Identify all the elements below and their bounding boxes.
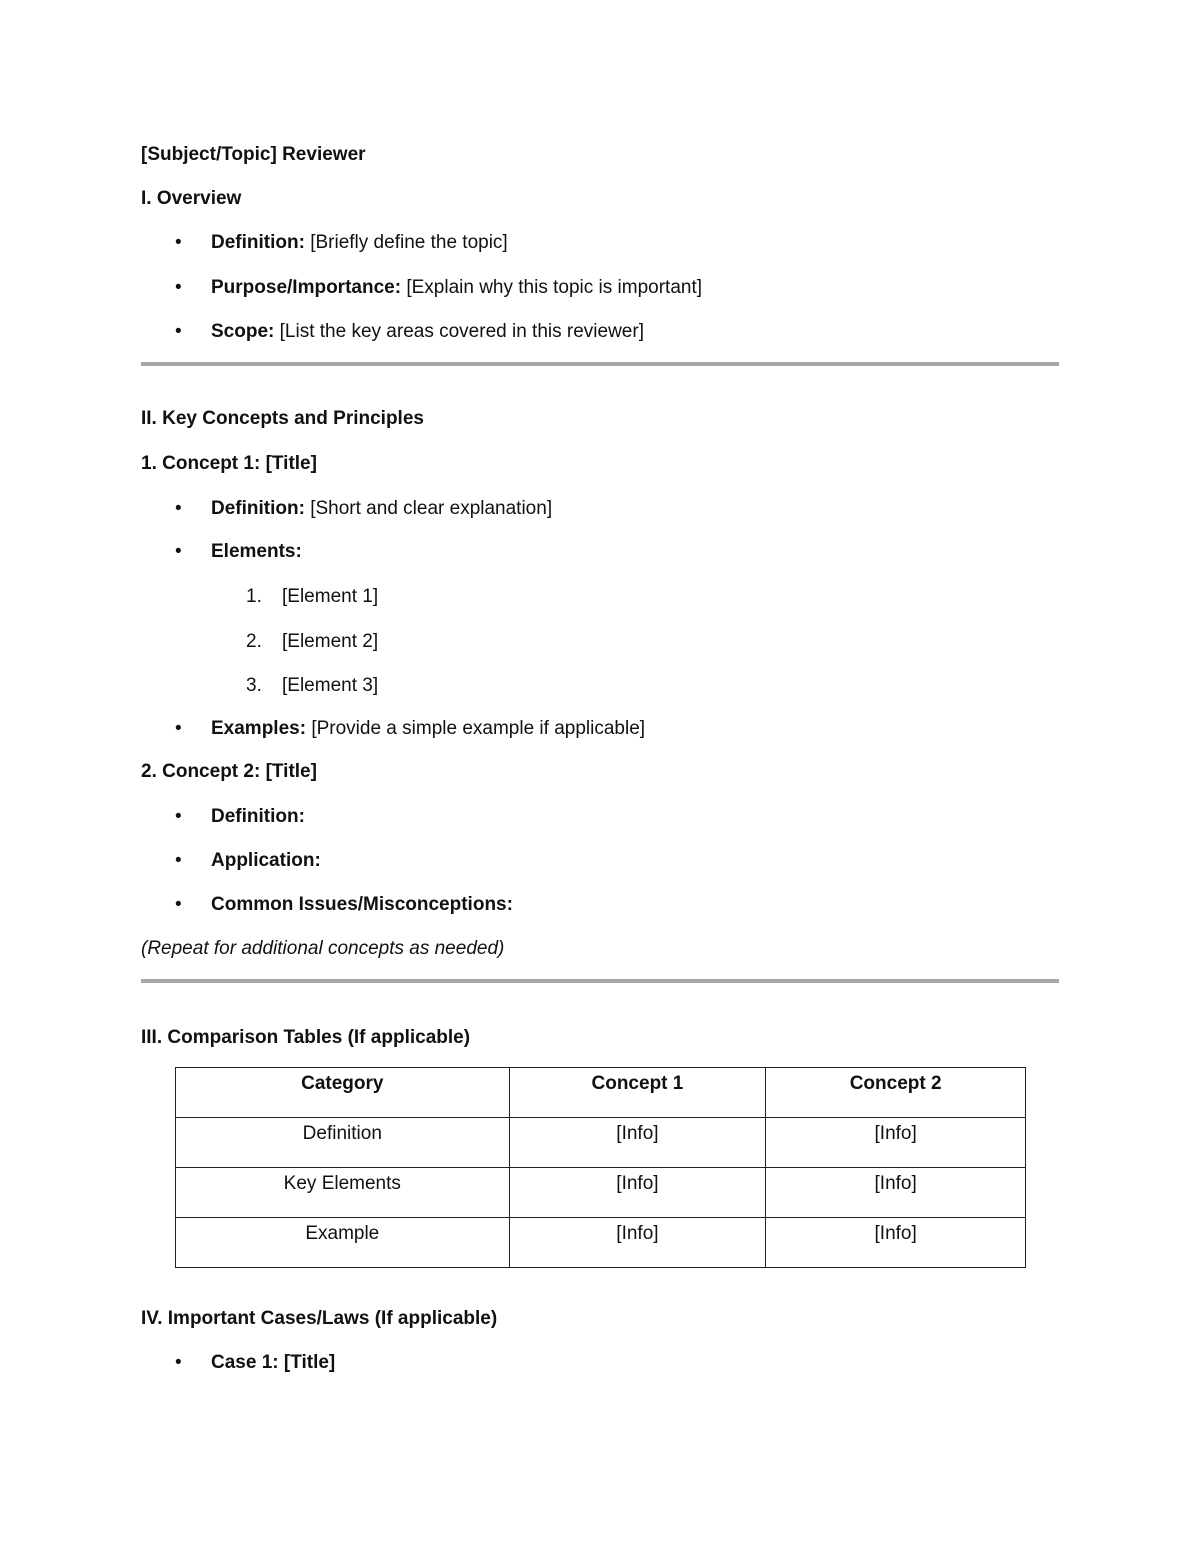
bullet-icon: • bbox=[175, 277, 182, 298]
item-label: Scope: bbox=[211, 321, 275, 342]
bullet-icon: • bbox=[175, 498, 182, 519]
section-2-heading: II. Key Concepts and Principles bbox=[141, 408, 424, 429]
section-1-heading: I. Overview bbox=[141, 188, 242, 209]
table-cell: [Info] bbox=[509, 1218, 766, 1268]
item-text: [Short and clear explanation] bbox=[304, 498, 553, 519]
element-number: 3. bbox=[246, 675, 262, 696]
bullet-icon: • bbox=[175, 894, 182, 915]
overview-definition bbox=[211, 231, 508, 255]
document-title: [Subject/Topic] Reviewer bbox=[141, 144, 366, 165]
item-text: [List the key areas covered in this reviewer] bbox=[274, 321, 644, 342]
item-label: Purpose/Importance: bbox=[211, 277, 402, 298]
table-row bbox=[176, 1118, 1026, 1168]
bullet-icon: • bbox=[175, 718, 182, 739]
table-header-cell: Concept 1 bbox=[509, 1068, 766, 1118]
section-3-heading: III. Comparison Tables (If applicable) bbox=[141, 1027, 471, 1048]
repeat-note: (Repeat for additional concepts as needed) bbox=[141, 938, 505, 959]
overview-purpose bbox=[211, 276, 702, 300]
item-label: Definition: bbox=[211, 498, 305, 519]
element-number: 2. bbox=[246, 631, 262, 652]
concept-1-examples bbox=[211, 717, 645, 741]
item-label: Examples: bbox=[211, 718, 307, 739]
table-cell: Key Elements bbox=[176, 1168, 510, 1218]
item-text: [Provide a simple example if applicable] bbox=[306, 718, 646, 739]
table-header-row bbox=[176, 1068, 1026, 1118]
element-3: [Element 3] bbox=[282, 675, 379, 696]
bullet-icon: • bbox=[175, 1352, 182, 1373]
concept-2-issues-label: Common Issues/Misconceptions: bbox=[211, 894, 513, 915]
bullet-icon: • bbox=[175, 321, 182, 342]
table-header-cell: Category bbox=[176, 1068, 510, 1118]
concept-2-heading: 2. Concept 2: [Title] bbox=[141, 761, 317, 782]
bullet-icon: • bbox=[175, 541, 182, 562]
horizontal-divider bbox=[141, 979, 1059, 983]
section-4-heading: IV. Important Cases/Laws (If applicable) bbox=[141, 1308, 498, 1329]
concept-1-definition bbox=[211, 497, 552, 521]
concept-1-heading: 1. Concept 1: [Title] bbox=[141, 453, 317, 474]
table-header-cell: Concept 2 bbox=[766, 1068, 1026, 1118]
concept-2-definition-label: Definition: bbox=[211, 806, 305, 827]
table-cell: [Info] bbox=[766, 1168, 1026, 1218]
bullet-icon: • bbox=[175, 806, 182, 827]
table-cell: Example bbox=[176, 1218, 510, 1268]
case-1-item: Case 1: [Title] bbox=[211, 1352, 336, 1373]
table-cell: [Info] bbox=[509, 1168, 766, 1218]
table-row bbox=[176, 1168, 1026, 1218]
table-row bbox=[176, 1218, 1026, 1268]
element-number: 1. bbox=[246, 586, 262, 607]
concept-1-elements-label: Elements: bbox=[211, 541, 302, 562]
element-2: [Element 2] bbox=[282, 631, 379, 652]
element-1: [Element 1] bbox=[282, 586, 379, 607]
table-cell: [Info] bbox=[509, 1118, 766, 1168]
bullet-icon: • bbox=[175, 232, 182, 253]
table-cell: [Info] bbox=[766, 1218, 1026, 1268]
item-text: [Briefly define the topic] bbox=[304, 232, 508, 253]
horizontal-divider bbox=[141, 362, 1059, 366]
comparison-table bbox=[175, 1067, 1026, 1268]
table-cell: [Info] bbox=[766, 1118, 1026, 1168]
item-label: Definition: bbox=[211, 232, 305, 253]
overview-scope bbox=[211, 320, 644, 344]
item-text: [Explain why this topic is important] bbox=[401, 277, 703, 298]
bullet-icon: • bbox=[175, 850, 182, 871]
table-cell: Definition bbox=[176, 1118, 510, 1168]
concept-2-application-label: Application: bbox=[211, 850, 321, 871]
